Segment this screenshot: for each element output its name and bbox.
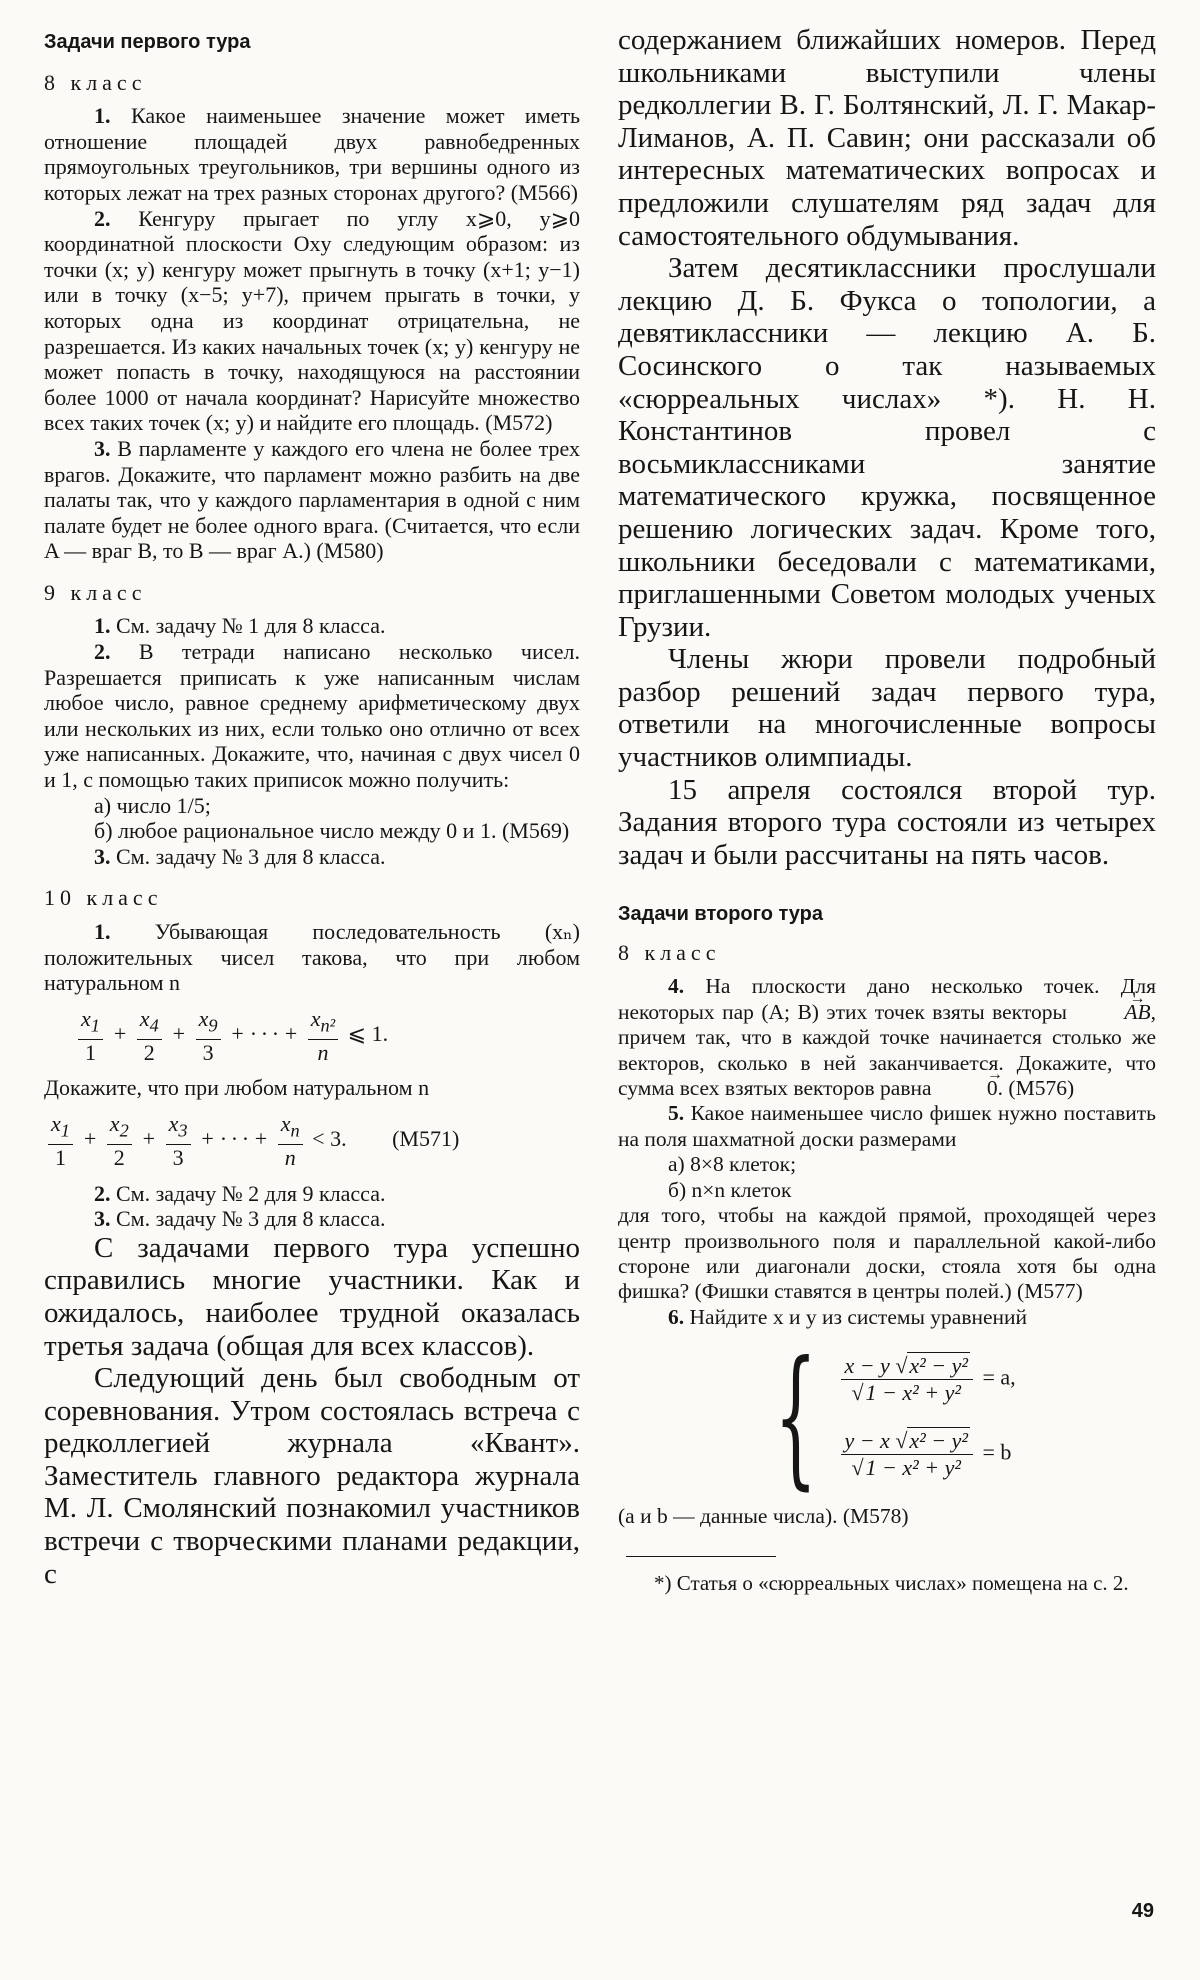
problem-text: Найдите x и y из системы уравнений [689,1304,1028,1329]
tour1-c8-problem3 [44,436,580,564]
problem-number: 3. [94,843,111,869]
fraction: $\frac{x_1}{1}$ [48,1111,73,1171]
tour1-c10-problem2 [44,1181,580,1207]
narrative-success: С задачами первого тура успешно справились многие участники. Как и ожидалось, наиболее трудной оказалась третья задача (общая для всех классов). [44,1231,580,1362]
right-column [618,24,1156,1596]
problem-number: 3. [94,435,111,461]
class8-label: 8 класс [44,69,147,95]
problem-text: Какое наименьшее число фишек нужно поставить на поля шахматной доски размерами [618,1101,1156,1151]
footnote-rule [626,1556,776,1557]
class10-label: 10 класс [44,885,163,911]
tour1-heading: Задачи первого тура [44,31,251,53]
problem-text: На плоскости дано несколько точек. Для некоторых пар (A; B) этих точек взяты векторы [618,974,1156,1024]
problem-number: 4. [668,974,685,999]
problem-number: 1. [94,613,111,639]
tour1-c9-problem3 [44,844,580,870]
problem-text: См. задачу № 3 для 8 класса. [116,1206,386,1232]
result-ref: (М571) [392,1125,460,1151]
tour2-p5-text: для того, чтобы на каждой прямой, проходящей через центр произвольного поля и параллельной какой-либо стороне или диагонали доски, стояла хотя бы одна фишка? (Фишки ставятся в центры полей.) (М577) [618,1203,1156,1304]
tour1-c9-problem2 [44,639,580,793]
equation-1: $\frac{\text{x − y √x² − y²}}{\text{√1 − x² + y²}}$ = a, [837,1353,1015,1406]
narrative-jury: Члены жюри провели подробный разбор решений задач первого тура, ответили на многочисленные вопросы участников олимпиады. [618,643,1156,774]
problem-text: Кенгуру прыгает по углу x⩾0, y⩾0 координатной плоскости Oxy следующим образом: из точки (x; y) кенгуру может прыгнуть в точку (x+1; y−1) или в точку (x−5; y+7), причем прыгать в точки, у которых одна из координат отрицательна, не разрешается. Из каких начальных точек (x; y) кенгуру не может попасть в точку, находящуюся на расстоянии более 1000 от начала координат? Нарисуйте множество всех таких точек (x; y) и найдите его площадь. (М572) [44,205,581,436]
narrative-next-day: Следующий день был свободным от соревнования. Утром состоялась встреча с редколлегией журнала «Квант». Заместитель главного редактора журнала М. Л. Смолянский познакомил участников встречи с творческими планами редакции, с [44,1362,580,1590]
system-brace: { [774,1330,818,1505]
problem-number: 1. [94,103,111,129]
zero-vector: → 0 [937,1076,998,1101]
problem-text: Какое наименьшее значение может иметь отношение площадей двух равнобедренных прямоугольных треугольников, три вершины одного из которых лежат на трех разных сторонах другого? (М566) [44,103,581,205]
prove-statement: Докажите, что при любом натуральном n [44,1075,430,1101]
tour2-problem6 [618,1305,1156,1330]
fraction: $\frac{x_1}{1}$ [78,1006,103,1066]
equation-2: $\frac{\text{y − x √x² − y²}}{\text{√1 − x² + y²}}$ = b [837,1428,1015,1481]
tour1-c8-problem1 [44,103,580,205]
left-column [44,24,580,1590]
result-rhs: < 3. [312,1125,347,1151]
problem-text: См. задачу № 2 для 9 класса. [116,1180,386,1206]
fraction: $\frac{x_3}{3}$ [166,1111,191,1171]
tour2-p5-item-a: а) 8×8 клеток; [668,1152,797,1177]
problem-number: 2. [94,205,111,231]
tour2-heading: Задачи второго тура [618,903,823,926]
problem-number: 6. [668,1304,685,1329]
equation-2-rhs: = b [982,1439,1012,1465]
equation-1-rhs: = a, [982,1364,1016,1390]
narrative-tour2: 15 апреля состоялся второй тур. Задания второго тура состояли из четырех задач и были рассчитаны на пять часов. [618,773,1156,871]
tour2-problem5 [618,1101,1156,1152]
problem-number: 1. [94,919,111,944]
page-number: 49 [1131,1900,1154,1922]
tour1-c9-problem1 [44,613,580,639]
tour1-c10-problem1 [44,919,580,996]
problem-number: 3. [94,1206,111,1232]
problem-text: См. задачу № 3 для 8 класса. [116,843,386,869]
tour1-c10-problem3 [44,1206,580,1232]
condition-rhs: ⩽ 1. [347,1020,389,1046]
problem-text: См. задачу № 1 для 8 класса. [116,613,386,639]
problem-number: 2. [94,1180,111,1206]
tour2-problem4 [618,974,1156,1101]
vector-ab: → AB [1074,1000,1150,1025]
tour2-p6-tail: (a и b — данные числа). (М578) [618,1504,909,1529]
footnote: *) Статья о «сюрреальных числах» помещена на с. 2. [654,1570,1129,1595]
fraction: $\frac{x_9}{3}$ [196,1006,221,1066]
condition-formula: $\frac{x_1}{1}$ + $\frac{x_4}{2}$ + $\frac{x_9}{3}$ + · · · + $\frac{x_{n^2}}{n}$ ⩽ 1. [74,1006,580,1066]
tour2-class8-label: 8 класс [618,940,721,966]
problem-number: 5. [668,1101,685,1126]
problem-text: В парламенте у каждого его члена не более трех врагов. Докажите, что парламент можно разбить на две палаты так, что у каждого парламентария в одной с ним палате будет не более одного врага. (Считается, что если A — враг B, то B — враг A.) (М580) [44,435,581,564]
problem-text-cont: , причем так, что в каждой точке начинается столько же векторов, сколько в ней заканчивается. Докажите, что сумма всех взятых векторов равна [618,999,1156,1101]
problem-text: Убывающая последовательность (xₙ) положительных чисел такова, что при любом натуральном n [44,919,580,996]
tour1-c9-item-b: б) любое рациональное число между 0 и 1. (М569) [94,818,570,844]
fraction: $\frac{x_2}{2}$ [107,1111,132,1171]
tour2-p5-item-b: б) n×n клеток [668,1177,792,1202]
tour1-c8-problem2 [44,206,580,436]
equation-system [748,1330,1156,1505]
tour1-c9-item-a: а) число 1/5; [94,792,211,818]
narrative-continued: содержанием ближайших номеров. Перед школьниками выступили члены редколлегии В. Г. Болтянский, Л. Г. Макар-Лиманов, А. П. Савин; они рассказали об интересных математических вопросах и предложили слушателям ряд задач для самостоятельного обдумывания. [618,24,1156,252]
result-formula: $\frac{x_1}{1}$ + $\frac{x_2}{2}$ + $\frac{x_3}{3}$ + · · · + $\frac{x_n}{n}$ < 3. (М571) [44,1111,580,1171]
fraction: $\frac{x_4}{2}$ [137,1006,162,1066]
class9-label: 9 класс [44,579,147,605]
problem-text: В тетради написано несколько чисел. Разрешается приписать к уже написанным числам любое число, равное среднему арифметическому двух или нескольких из них, если только оно отлично от всех уже написанных. Докажите, что, начиная с двух чисел 0 и 1, с помощью таких приписок можно получить: [44,639,580,793]
problem-number: 2. [94,639,111,665]
narrative-lectures: Затем десятиклассники прослушали лекцию Д. Б. Фукса о топологии, а девятиклассники — лекцию А. Б. Сосинского о так называемых «сюрреальных числах» *). Н. Н. Константинов провел с восьмиклассниками занятие математического кружка, посвященное решению логических задач. Кроме того, школьники беседовали с математиками, приглашенными Советом молодых ученых Грузии. [618,252,1156,643]
fraction: $\frac{x_{n^2}}{n}$ [308,1006,338,1066]
fraction: $\frac{x_n}{n}$ [278,1111,303,1171]
problem-ref: . (М576) [997,1076,1075,1101]
